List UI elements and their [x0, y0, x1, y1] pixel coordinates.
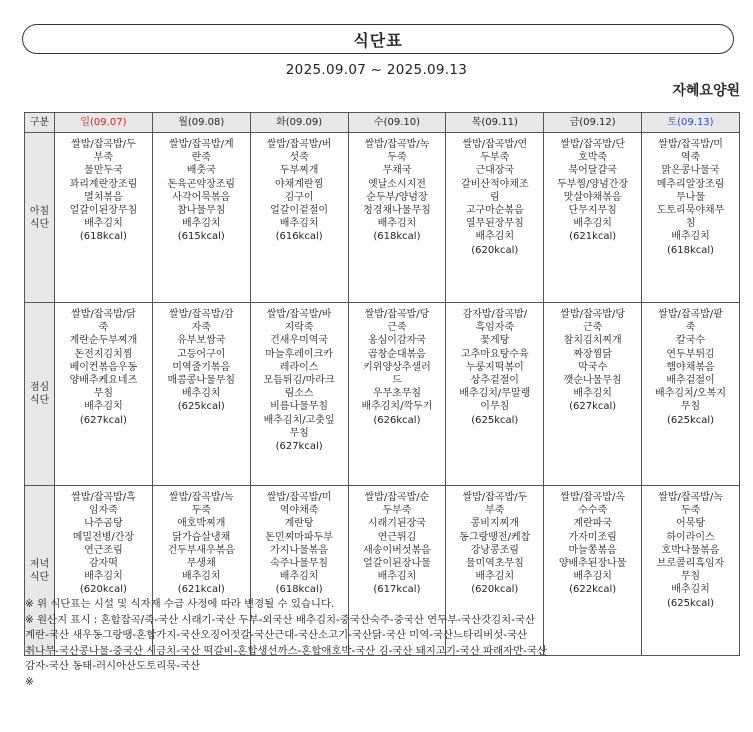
- note-line: ※ 원산지 표시 : 혼합잡곡/죽-국산 시래기-국산 두부-외국산 배추김치-중국산숙주-중국산 연두부-국산갓김치-국산: [25, 613, 536, 626]
- menu-item: 건새우미역국: [270, 335, 329, 347]
- menu-cell: [642, 303, 740, 486]
- menu-item: 강낭콩조림: [470, 544, 519, 556]
- menu-item: 쌀밥/잡곡밥/감: [168, 309, 234, 320]
- menu-item: 꽈리계란장조림: [69, 178, 138, 190]
- menu-item: 배추김치/오복지: [655, 388, 727, 400]
- menu-item: 지락죽: [284, 322, 314, 334]
- date-range: 2025.09.07 ~ 2025.09.13: [285, 62, 468, 78]
- menu-item: 레라이스: [279, 361, 319, 373]
- menu-item: 야채계란찜: [274, 178, 324, 190]
- menu-item: 매콤콩나물무침: [167, 375, 236, 387]
- header-category: 구분: [25, 113, 55, 133]
- menu-item: 쌀밥/잡곡밥/버: [266, 139, 332, 150]
- meal-label: [25, 303, 55, 486]
- menu-item: 멸치볶음: [84, 191, 123, 203]
- menu-item: 가자미조림: [568, 531, 617, 543]
- note-line: ※ 위 식단표는 시설 및 식자재 수급 사정에 따라 변경될 수 있습니다.: [25, 598, 335, 610]
- menu-item: 옹심이감자국: [367, 335, 426, 347]
- menu-item: 김구이: [284, 191, 314, 203]
- menu-item: 호박나물볶음: [661, 544, 720, 556]
- menu-item: 배추김치: [181, 388, 221, 400]
- menu-item: 근대장국: [475, 165, 515, 177]
- meal-label-line: 점심: [29, 382, 50, 393]
- menu-item: (627kcal): [275, 441, 323, 453]
- menu-item: (616kcal): [275, 231, 323, 243]
- menu-item: 부죽: [485, 505, 505, 517]
- menu-item: 돈민찌마파두부: [265, 531, 333, 543]
- menu-item: 쌀밥/잡곡밥/두: [462, 492, 528, 503]
- menu-item: 단무지무침: [568, 205, 617, 217]
- menu-item: (625kcal): [666, 414, 715, 426]
- menu-item: (618kcal): [373, 231, 421, 243]
- menu-cell: [446, 303, 544, 486]
- menu-item: (618kcal): [79, 231, 127, 243]
- menu-item: 근죽: [582, 322, 603, 334]
- menu-item: 호박죽: [578, 152, 608, 164]
- menu-item: 애호박찌개: [177, 518, 226, 530]
- meal-label-line: 식단: [29, 218, 50, 230]
- menu-item: 이무침: [480, 401, 510, 413]
- menu-item: (618kcal): [275, 584, 323, 596]
- menu-item: (617kcal): [373, 584, 421, 596]
- menu-item: (621kcal): [569, 231, 617, 243]
- menu-item: 배추김치: [279, 218, 319, 230]
- menu-item: 자죽: [191, 322, 211, 334]
- menu-item: 갈비산적야채조: [460, 178, 529, 190]
- menu-item: 쌀밥/잡곡밥/순: [364, 492, 430, 503]
- menu-item: (620kcal): [471, 584, 519, 596]
- note-line: 계란-국산 새우동그랑땡-혼합가지-국산오징어젓갈-국산근대-국산소고기-국산닭-국산 미역-국산느타리버섯-국산: [25, 629, 528, 641]
- menu-item: (621kcal): [177, 584, 225, 596]
- menu-item: 쌀밥/잡곡밥/녹: [168, 492, 234, 503]
- menu-item: 두부죽: [480, 152, 510, 164]
- menu-item: (626kcal): [373, 414, 421, 426]
- menu-item: 역죽: [680, 152, 701, 164]
- menu-item: 고구마순볶음: [465, 205, 524, 217]
- menu-item: 배추김치: [279, 571, 319, 583]
- menu-item: 짜장찜닭: [573, 348, 612, 360]
- menu-item: (627kcal): [79, 414, 127, 426]
- menu-item: (625kcal): [666, 597, 715, 609]
- menu-cell: [55, 303, 153, 486]
- menu-item: 쌀밥/잡곡밥/미: [658, 139, 723, 150]
- menu-item: 죽: [98, 322, 109, 334]
- menu-item: 쌀밥/잡곡밥/당: [364, 309, 430, 320]
- menu-item: 감자밥/잡곡밥/: [462, 309, 528, 320]
- meal-label: [25, 133, 55, 303]
- menu-item: 무침: [680, 401, 701, 413]
- menu-item: 하이라이스: [666, 531, 715, 543]
- table-row: [25, 303, 740, 486]
- menu-item: 칼국수: [676, 335, 706, 347]
- menu-item: 무침: [289, 427, 309, 439]
- menu-item: 두부찜/양념간장: [557, 178, 629, 190]
- menu-item: 계란파국: [573, 518, 612, 530]
- menu-item: 양배추케요네즈: [69, 375, 138, 387]
- meal-label-line: 식단: [29, 395, 50, 406]
- menu-item: 쌀밥/잡곡밥/계: [168, 139, 234, 150]
- menu-item: 드: [392, 375, 402, 387]
- menu-item: 배추김치: [377, 218, 417, 230]
- menu-item: 닭가슴살냉채: [172, 531, 231, 543]
- menu-title-text: 식단표: [353, 30, 403, 50]
- menu-item: 꽃게탕: [480, 335, 510, 347]
- menu-item: 배추김치: [475, 231, 515, 243]
- menu-item: 두죽: [191, 505, 211, 517]
- weekly-menu-table: [24, 112, 740, 656]
- menu-item: 계란순두부찌개: [69, 335, 138, 347]
- menu-item: 베이컨볶음우동: [69, 361, 138, 373]
- menu-item: 림: [489, 191, 500, 203]
- menu-item: 순두부/양념장: [366, 191, 428, 203]
- meal-label-line: 저녁: [29, 558, 50, 570]
- menu-item: 메추리알장조림: [656, 178, 725, 190]
- menu-item: 배추김치: [181, 218, 221, 230]
- meal-label-line: 식단: [29, 571, 50, 583]
- menu-item: 물만두국: [84, 165, 123, 177]
- menu-item: 쌀밥/잡곡밥/옥: [560, 492, 625, 503]
- menu-item: 연근조림: [84, 544, 123, 556]
- menu-cell: [544, 303, 642, 486]
- menu-item: 건두부새우볶음: [167, 544, 236, 556]
- menu-item: 역야채죽: [279, 505, 319, 517]
- menu-item: 새송이버섯볶음: [363, 544, 431, 556]
- menu-item: 우무초무침: [372, 388, 422, 400]
- menu-item: 미역줄기볶음: [172, 361, 231, 373]
- menu-cell: [348, 133, 446, 303]
- menu-item: 마늘후레이크카: [265, 348, 333, 360]
- menu-item: 메밀전병/간장: [72, 531, 135, 543]
- meal-label-line: 아침: [29, 205, 50, 217]
- note-line: 감자-국산 동태-러시아산도토리묵-국산: [25, 660, 201, 672]
- menu-item: 란죽: [191, 152, 211, 164]
- menu-item: 어묵탕: [676, 518, 706, 530]
- menu-item: 무침: [680, 571, 701, 583]
- menu-item: 배추김치/고춧잎: [263, 414, 335, 426]
- menu-item: 무채국: [382, 165, 412, 177]
- menu-item: 배추김치/깍두기: [361, 401, 433, 413]
- note-line: 취나무-국산콩나물-중국산 시금치-국산 떡갈비-혼합생선까스-혼합애호박-국산 김-국산 돼지고기-국산 파래자반-국산: [25, 644, 548, 657]
- header-sunday: 일(09.07): [55, 113, 153, 133]
- menu-item: 배추김치: [475, 571, 515, 583]
- menu-item: 쌀밥/잡곡밥/닭: [71, 309, 136, 320]
- menu-item: 배추김치: [573, 388, 612, 400]
- menu-item: 브로콜리흑임자: [656, 558, 725, 570]
- menu-item: 고등어구이: [177, 348, 226, 360]
- menu-item: 부죽: [93, 152, 114, 164]
- menu-item: 쌀밥/잡곡밥/녹: [658, 492, 723, 503]
- menu-item: 키위양상추샐러: [363, 361, 431, 373]
- menu-item: 배추김치: [84, 401, 123, 413]
- menu-item: 고추마요탕수육: [460, 348, 529, 360]
- header-monday: 월(09.08): [152, 113, 250, 133]
- menu-item: 쌀밥/잡곡밥/바: [266, 309, 332, 320]
- note-line: ※: [25, 675, 34, 688]
- menu-item: 죽: [685, 322, 696, 334]
- menu-item: 숙주나물무침: [270, 558, 329, 570]
- menu-item: 깻순나물무침: [563, 375, 622, 387]
- menu-item: 두죽: [387, 152, 407, 164]
- menu-cell: [446, 133, 544, 303]
- menu-item: 햄야채볶음: [666, 361, 715, 373]
- menu-item: 침: [685, 218, 696, 230]
- menu-item: 쌀밥/잡곡밥/흑: [71, 492, 136, 503]
- menu-item: 무침: [93, 388, 114, 400]
- menu-item: (625kcal): [471, 414, 519, 426]
- menu-item: 물미역초무침: [465, 558, 524, 570]
- facility-name: 자혜요양원: [672, 83, 740, 99]
- menu-item: 배추김치: [377, 571, 417, 583]
- menu-cell: [348, 303, 446, 486]
- menu-item: 막국수: [578, 361, 608, 373]
- menu-item: 림소스: [284, 388, 314, 400]
- header-saturday: 토(09.13): [642, 113, 740, 133]
- menu-item: 열무된장무침: [465, 218, 524, 230]
- menu-item: 나주곰탕: [84, 518, 123, 530]
- menu-item: 수수죽: [578, 505, 608, 517]
- menu-item: 참나물무침: [177, 205, 226, 217]
- table-header-row: [25, 113, 740, 133]
- menu-item: 쌀밥/잡곡밥/미: [266, 492, 332, 503]
- menu-item: 얼갈이된장나물: [363, 558, 431, 570]
- menu-item: 도토리묵야채무: [656, 205, 725, 217]
- menu-item: 쌀밥/잡곡밥/두: [71, 139, 136, 150]
- menu-item: 모듬튀김/마라크: [263, 375, 335, 387]
- menu-item: 두부죽: [382, 505, 412, 517]
- menu-item: 쌀밥/잡곡밥/당: [560, 309, 625, 320]
- menu-item: 상추겉절이: [470, 375, 519, 387]
- menu-item: 배추김치: [573, 571, 612, 583]
- notes-section: [25, 597, 741, 690]
- menu-item: (622kcal): [569, 584, 617, 596]
- menu-cell: [152, 133, 250, 303]
- menu-item: 연두부튀김: [666, 348, 715, 360]
- menu-cell: [55, 133, 153, 303]
- menu-cell: [250, 133, 348, 303]
- menu-item: 맛살야채볶음: [563, 191, 622, 203]
- menu-item: 누룽지떡볶이: [465, 361, 524, 373]
- menu-cell: [250, 303, 348, 486]
- menu-item: 돈육곤약장조림: [167, 178, 236, 190]
- menu-item: 쌀밥/잡곡밥/녹: [364, 139, 430, 150]
- menu-item: 배추김치: [181, 571, 221, 583]
- menu-item: 배추김치: [573, 218, 612, 230]
- menu-item: 배추김치: [671, 584, 710, 596]
- menu-cell: [152, 303, 250, 486]
- menu-item: 맑은콩나물국: [661, 165, 720, 177]
- menu-item: 옛날소시지전: [367, 178, 426, 190]
- menu-item: 시래기된장국: [367, 518, 426, 530]
- header-tuesday: 화(09.09): [250, 113, 348, 133]
- menu-item: 콩비지찌개: [470, 518, 519, 530]
- menu-item: 임자죽: [88, 505, 118, 517]
- menu-item: 얼갈이겉절이: [270, 205, 329, 217]
- header-thursday: 목(09.11): [446, 113, 544, 133]
- menu-item: 배추김치/무말랭: [459, 388, 531, 400]
- menu-item: 계란탕: [284, 518, 314, 530]
- menu-item: (615kcal): [177, 231, 225, 243]
- menu-item: 얼갈이된장무침: [69, 205, 138, 217]
- menu-item: 사각어묵볶음: [172, 191, 231, 203]
- menu-item: (620kcal): [471, 244, 519, 256]
- menu-item: 마늘쫑볶음: [568, 544, 617, 556]
- menu-item: 배추김치: [84, 571, 123, 583]
- menu-title: [22, 24, 734, 54]
- menu-item: 청경채나물무침: [363, 205, 431, 217]
- menu-item: 두부찌개: [279, 165, 319, 177]
- menu-item: (620kcal): [79, 584, 127, 596]
- menu-item: (625kcal): [177, 401, 225, 413]
- menu-item: 무생채: [186, 558, 216, 570]
- menu-item: 무나물: [676, 191, 706, 203]
- menu-item: 배추겉절이: [666, 375, 715, 387]
- menu-item: 연근튀김: [377, 531, 417, 543]
- menu-item: 쌀밥/잡곡밥/단: [560, 139, 625, 150]
- menu-item: 곱창순대볶음: [367, 348, 426, 360]
- header-wednesday: 수(09.10): [348, 113, 446, 133]
- menu-item: 북어달걀국: [568, 165, 617, 177]
- menu-item: 섯죽: [289, 152, 309, 164]
- menu-item: 쌀밥/잡곡밥/연: [462, 139, 528, 150]
- menu-item: (627kcal): [569, 401, 617, 413]
- menu-item: 근죽: [387, 322, 407, 334]
- menu-item: 감자떡: [88, 558, 118, 570]
- header-friday: 금(09.12): [544, 113, 642, 133]
- menu-item: 흑임자죽: [475, 322, 515, 334]
- menu-item: 돈전지김치찜: [74, 348, 133, 360]
- menu-item: 가지나물볶음: [270, 544, 329, 556]
- menu-item: 배추김치: [671, 231, 710, 243]
- menu-item: 배춧국: [186, 165, 216, 177]
- menu-item: 쌀밥/잡곡밥/팥: [658, 309, 723, 320]
- menu-item: 참치김치찌개: [563, 335, 622, 347]
- menu-cell: [544, 133, 642, 303]
- menu-item: (618kcal): [666, 244, 715, 256]
- menu-item: 양배추된장나물: [558, 558, 627, 570]
- table-row: [25, 133, 740, 303]
- menu-item: 두죽: [680, 505, 701, 517]
- menu-cell: [642, 133, 740, 303]
- menu-item: 비름나물무침: [270, 401, 329, 413]
- menu-item: 배추김치: [84, 218, 123, 230]
- menu-item: 동그랑땡전/케찹: [459, 531, 531, 543]
- menu-item: 유부보쌈국: [177, 335, 226, 347]
